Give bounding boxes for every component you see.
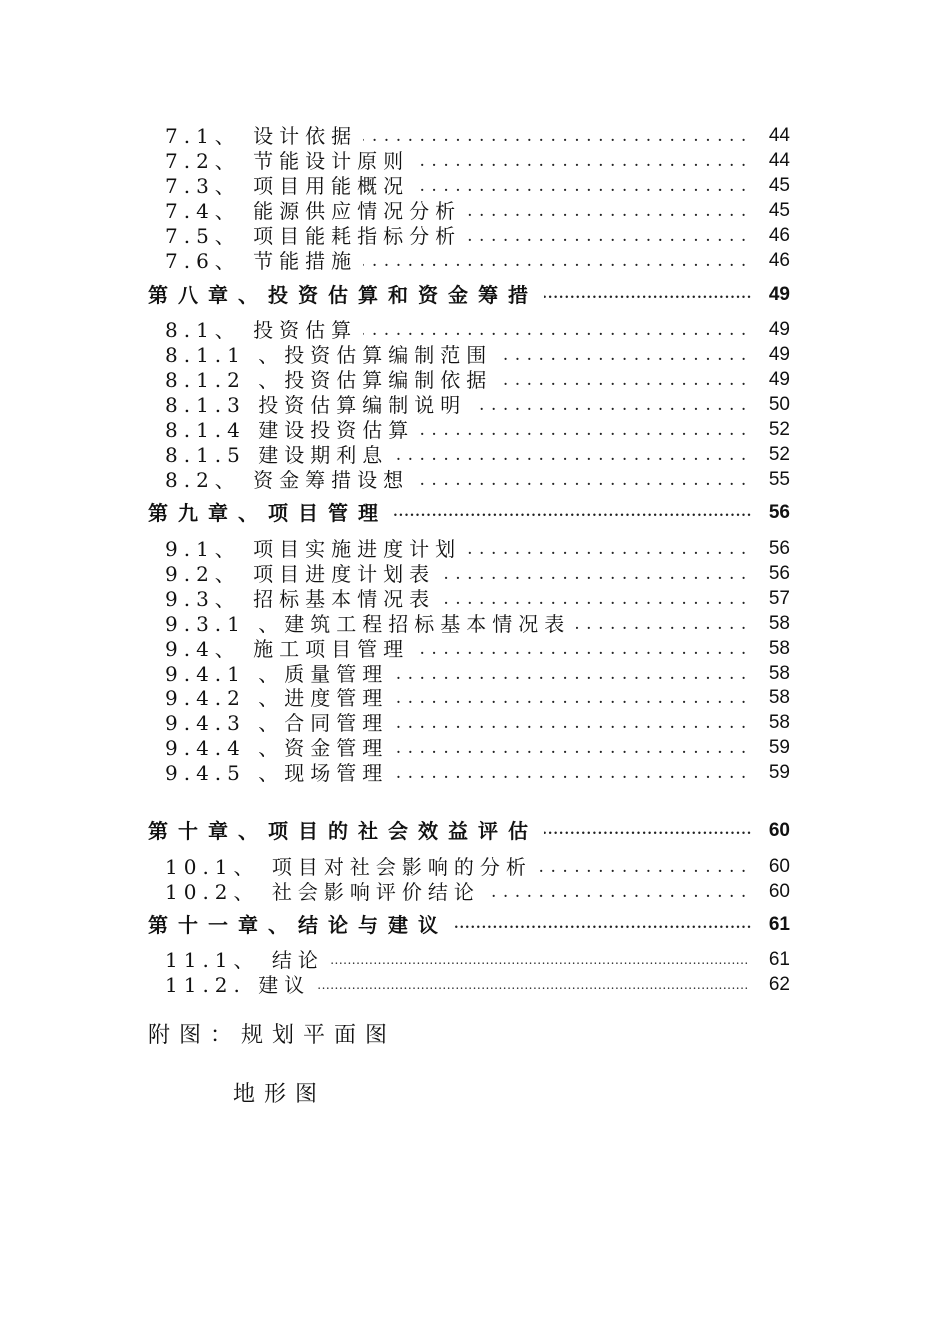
toc-row[interactable] [0,468,950,492]
toc-entry-title: 7.6、 节能措施 [165,249,363,273]
toc-row[interactable] [0,368,950,392]
toc-chapter-title: 第九章、项目管理 [148,501,394,525]
dot-leader [300,948,748,972]
toc-row[interactable] [0,149,950,173]
toc-row[interactable] [0,855,950,879]
toc-page-number: 52 [768,419,790,440]
appendix-label: 附图：规划平面图 [148,1023,397,1048]
toc-row[interactable] [0,124,950,148]
toc-entry-title: 7.3、 项目用能概况 [165,174,415,198]
toc-page-number: 59 [768,737,790,758]
toc-entry-title: 9.4.4 、资金管理 [165,736,394,760]
toc-page-number: 49 [768,284,790,305]
toc-entry-title: 9.4.1 、质量管理 [165,662,394,686]
toc-entry-title: 8.1.5 建设期利息 [165,443,394,467]
toc-row[interactable] [0,537,950,561]
toc-page-number: 46 [768,225,790,246]
toc-page-number: 58 [768,663,790,684]
toc-page-number: 61 [768,949,790,970]
toc-row[interactable] [0,948,950,972]
toc-page-number: 49 [768,344,790,365]
dot-leader [360,736,748,760]
toc-page-number: 49 [768,369,790,390]
toc-entry-title: 10.1、 项目对社会影响的分析 [165,855,538,879]
toc-row[interactable] [0,686,950,710]
toc-page-number: 56 [768,538,790,559]
dot-leader [360,711,748,735]
toc-page-number: 58 [768,613,790,634]
toc-entry-title: 8.2、 资金筹措设想 [165,468,415,492]
toc-entry-title: 9.4.3 、合同管理 [165,711,394,735]
dot-leader [360,174,748,198]
dot-leader [360,662,748,686]
toc-entry-title: 9.4.2 、进度管理 [165,686,394,710]
toc-row[interactable] [0,249,950,273]
toc-entry-title: 10.2、 社会影响评价结论 [165,880,486,904]
dot-leader [360,686,748,710]
toc-page-number: 57 [768,588,790,609]
toc-chapter-row[interactable] [0,819,950,843]
toc-row[interactable] [0,174,950,198]
toc-row[interactable] [0,562,950,586]
toc-row[interactable] [0,587,950,611]
toc-page-number: 61 [768,914,790,935]
dot-leader [360,761,748,785]
toc-page-number: 44 [768,150,790,171]
toc-page-number: 60 [768,820,790,841]
toc-entry-title: 8.1.4 建设投资估算 [165,418,420,442]
toc-row[interactable] [0,711,950,735]
dot-leader [360,124,748,148]
toc-entry-title: 9.3、 招标基本情况表 [165,587,441,611]
toc-chapter-title: 第十章、项目的社会效益评估 [148,819,544,843]
toc-row[interactable] [0,418,950,442]
dot-leader [360,149,748,173]
toc-row[interactable] [0,736,950,760]
toc-page-number: 52 [768,444,790,465]
toc-entry-title: 8.1.3 投资估算编制说明 [165,393,472,417]
toc-chapter-title: 第八章、投资估算和资金筹措 [148,283,544,307]
toc-entry-title: 9.3.1 、建筑工程招标基本情况表 [165,612,576,636]
toc-entry-title: 11.1、 结论 [165,948,330,972]
toc-entry-title: 11.2. 建议 [165,973,316,997]
toc-entry-title: 9.1、 项目实施进度计划 [165,537,467,561]
toc-row[interactable] [0,662,950,686]
dot-leader [360,318,748,342]
toc-page-number: 46 [768,250,790,271]
dot-leader [300,973,748,997]
toc-row[interactable] [0,973,950,997]
toc-entry-title: 8.1.2 、投资估算编制依据 [165,368,498,392]
toc-row[interactable] [0,443,950,467]
toc-entry-title: 7.5、 项目能耗指标分析 [165,224,467,248]
toc-chapter-title: 第十一章、结论与建议 [148,913,454,937]
toc-row[interactable] [0,612,950,636]
toc-page-number: 50 [768,394,790,415]
toc-page-number: 56 [768,563,790,584]
toc-row[interactable] [0,318,950,342]
toc-entry-title: 7.1、 设计依据 [165,124,363,148]
toc-row[interactable] [0,199,950,223]
dot-leader [360,443,748,467]
toc-entry-title: 7.2、 节能设计原则 [165,149,415,173]
toc-chapter-row[interactable] [0,501,950,525]
toc-entry-title: 9.4、 施工项目管理 [165,637,415,661]
toc-page-number: 58 [768,638,790,659]
toc-page-number: 44 [768,125,790,146]
toc-row[interactable] [0,343,950,367]
toc-page-number: 58 [768,712,790,733]
toc-chapter-row[interactable] [0,283,950,307]
toc-page-number: 60 [768,881,790,902]
toc-page-number: 58 [768,687,790,708]
dot-leader [360,249,748,273]
toc-page-number: 49 [768,319,790,340]
toc-row[interactable] [0,637,950,661]
toc-page-number: 45 [768,175,790,196]
toc-entry-title: 9.4.5 、现场管理 [165,761,394,785]
toc-entry-title: 9.2、 项目进度计划表 [165,562,441,586]
dot-leader [360,637,748,661]
toc-page-number: 56 [768,502,790,523]
toc-row[interactable] [0,880,950,904]
toc-entry-title: 8.1、 投资估算 [165,318,363,342]
toc-page-number: 59 [768,762,790,783]
toc-page-number: 55 [768,469,790,490]
appendix-item: 地形图 [233,1082,327,1107]
toc-entry-title: 8.1.1 、投资估算编制范围 [165,343,498,367]
toc-row[interactable] [0,761,950,785]
dot-leader [360,501,752,525]
toc-page-number: 60 [768,856,790,877]
toc-page-number: 62 [768,974,790,995]
toc-row[interactable] [0,393,950,417]
toc-chapter-row[interactable] [0,913,950,937]
dot-leader [360,468,748,492]
toc-entry-title: 7.4、 能源供应情况分析 [165,199,467,223]
toc-row[interactable] [0,224,950,248]
toc-page-number: 45 [768,200,790,221]
